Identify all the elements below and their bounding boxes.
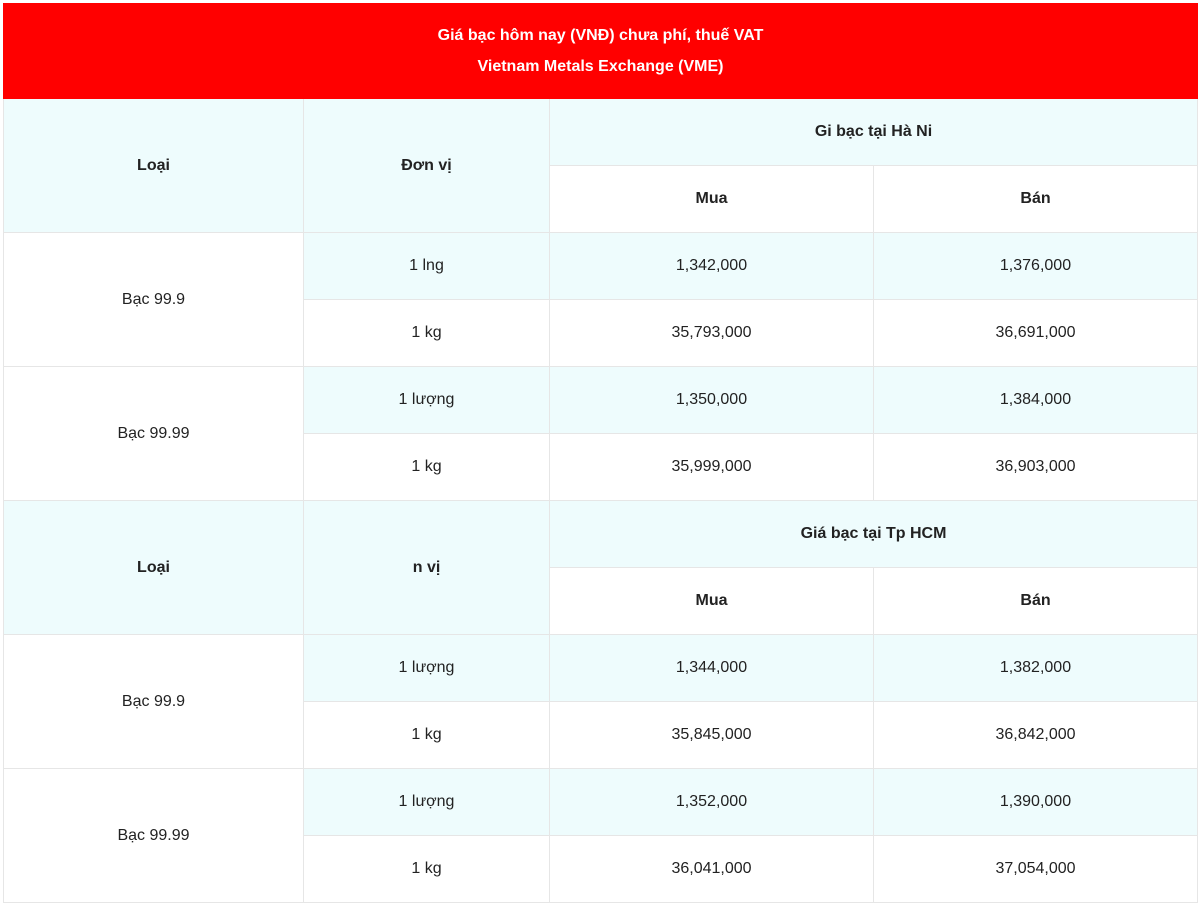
buy-price: 1,344,000 <box>550 635 874 702</box>
sell-price: 36,842,000 <box>874 702 1198 769</box>
header-don-vi: Đơn vị <box>304 99 550 233</box>
header-ban: Bán <box>874 568 1198 635</box>
silver-type: Bạc 99.9 <box>4 233 304 367</box>
unit-cell: 1 kg <box>304 434 550 501</box>
table-title-line-1: Giá bạc hôm nay (VNĐ) chưa phí, thuế VAT <box>437 27 764 44</box>
header-ban: Bán <box>874 166 1198 233</box>
table-row <box>4 367 1198 434</box>
silver-type: Bạc 99.99 <box>4 367 304 501</box>
buy-price: 36,041,000 <box>550 836 874 903</box>
section-header-row <box>4 99 1198 166</box>
header-loai: Loại <box>4 99 304 233</box>
table-row <box>4 233 1198 300</box>
silver-price-table-container <box>3 3 1197 903</box>
sell-price: 1,390,000 <box>874 769 1198 836</box>
header-region: Gi bạc tại Hà Ni <box>550 99 1198 166</box>
header-loai: Loại <box>4 501 304 635</box>
buy-price: 35,793,000 <box>550 300 874 367</box>
header-mua: Mua <box>550 166 874 233</box>
unit-cell: 1 kg <box>304 300 550 367</box>
table-title-row <box>4 4 1198 99</box>
header-don-vi: n vị <box>304 501 550 635</box>
sell-price: 36,691,000 <box>874 300 1198 367</box>
silver-price-table <box>3 3 1198 903</box>
unit-cell: 1 kg <box>304 836 550 903</box>
table-title-line-2: Vietnam Metals Exchange (VME) <box>477 58 724 75</box>
unit-cell: 1 kg <box>304 702 550 769</box>
silver-type: Bạc 99.9 <box>4 635 304 769</box>
buy-price: 1,342,000 <box>550 233 874 300</box>
sell-price: 1,382,000 <box>874 635 1198 702</box>
buy-price: 1,350,000 <box>550 367 874 434</box>
unit-cell: 1 lượng <box>304 367 550 434</box>
sell-price: 37,054,000 <box>874 836 1198 903</box>
sell-price: 1,384,000 <box>874 367 1198 434</box>
section-header-row <box>4 501 1198 568</box>
buy-price: 35,845,000 <box>550 702 874 769</box>
table-title <box>4 4 1198 99</box>
buy-price: 1,352,000 <box>550 769 874 836</box>
table-row <box>4 635 1198 702</box>
header-mua: Mua <box>550 568 874 635</box>
unit-cell: 1 lượng <box>304 635 550 702</box>
sell-price: 36,903,000 <box>874 434 1198 501</box>
buy-price: 35,999,000 <box>550 434 874 501</box>
silver-type: Bạc 99.99 <box>4 769 304 903</box>
unit-cell: 1 lng <box>304 233 550 300</box>
unit-cell: 1 lượng <box>304 769 550 836</box>
header-region: Giá bạc tại Tp HCM <box>550 501 1198 568</box>
sell-price: 1,376,000 <box>874 233 1198 300</box>
table-row <box>4 769 1198 836</box>
